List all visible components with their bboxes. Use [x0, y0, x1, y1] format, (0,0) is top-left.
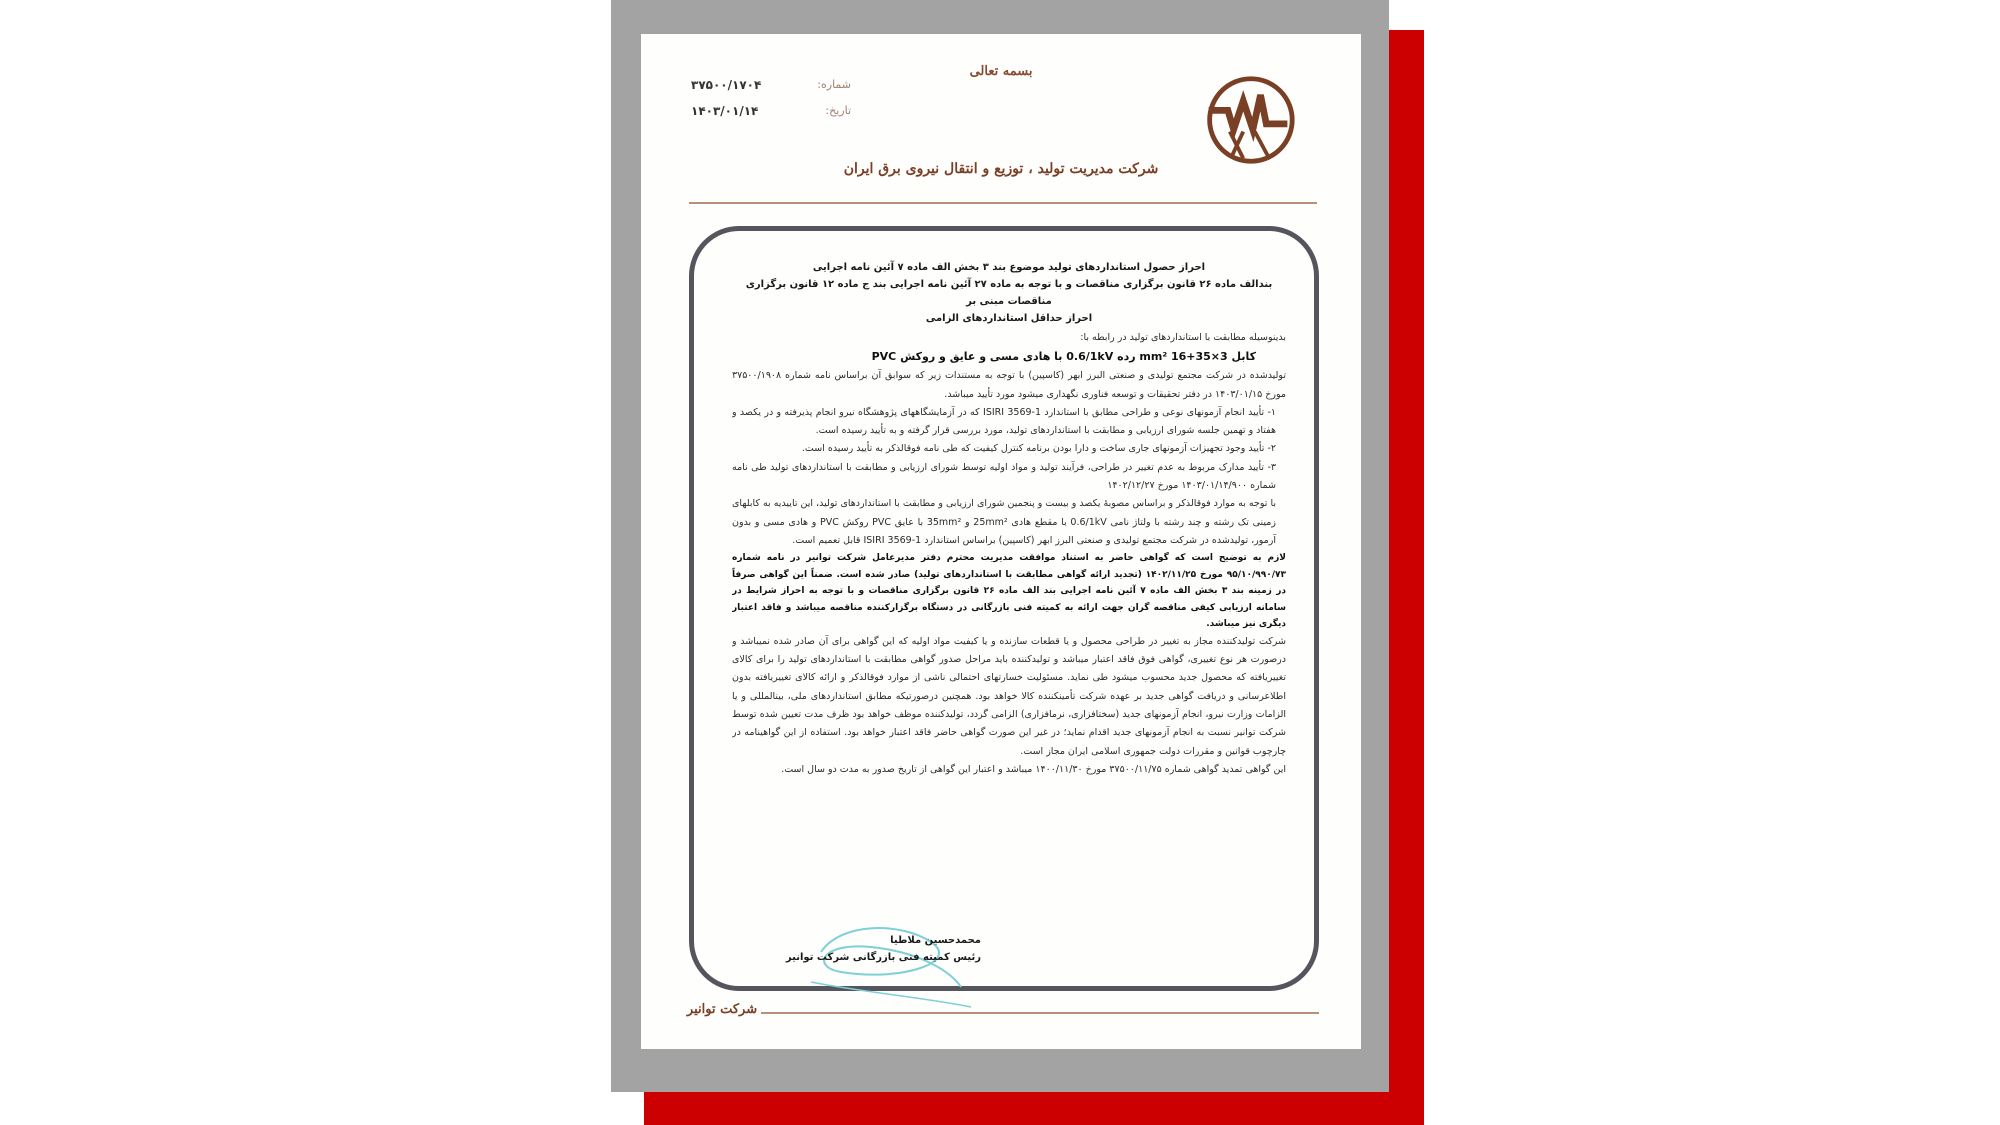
certificate-text-box — [689, 226, 1319, 991]
body-paragraph: ۳- تأیید مدارک مربوط به عدم تغییر در طراحی، فرآیند تولید و مواد اولیه توسط شورای ارزیابی و مطابقت با استانداردهای تولید طی نامه شماره ۱۴۰۳/۰۱/۱۴/۹۰۰ مورخ ۱۴۰۲/۱۲/۲۷ — [732, 461, 1276, 492]
letterhead-divider — [689, 202, 1317, 204]
company-name-letterhead: شرکت مدیریت تولید ، توزیع و انتقال نیروی برق ایران — [843, 161, 1159, 177]
heading-line: احراز حداقل استانداردهای الزامی — [925, 313, 1093, 324]
footer-company-name: شرکت توانیر — [686, 1002, 758, 1017]
signer-title: رئیس کمیته فنی بازرگانی شرکت توانیر — [785, 952, 981, 963]
body-paragraph: با توجه به موارد فوقالذکر و براساس مصوبۀ یکصد و بیست و پنجمین شورای ارزیابی و مطابقت با استانداردهای تولید، این تاییدیه به کابلهای زمینی تک رشته و چند رشته با ولتاژ نامی 0.6/1kV با مقطع هادی 25mm² و 35mm² با عایق PVC روکش PVC و هادی مسی و بدون آرمور، تولیدشده در شرکت مجتمع تولیدی و صنعتی البرز ابهر (کاسپین) براساس استاندارد ISIRI 3569-1 قابل تعمیم است. — [732, 498, 1276, 546]
letter-number-label: شماره: — [817, 78, 851, 91]
body-paragraph: تولیدشده در شرکت مجتمع تولیدی و صنعتی البرز ابهر (کاسپین) با توجه به مستندات زیر که سوابق آن براساس نامه شماره ۳۷۵۰۰/۱۹۰۸ مورخ ۱۴۰۳/۰۱/۱۵ در دفتر تحقیقات و توسعه فناوری نگهداری میشود مورد تأیید میباشد. — [732, 370, 1286, 400]
signature-block — [761, 932, 981, 966]
heading-line: بندالف ماده ۲۶ قانون برگزاری مناقصات و با توجه به ماده ۲۷ آئین نامه اجرایی بند ج ماده ۱۲ قانون برگزاری مناقصات مبنی بر — [745, 279, 1273, 307]
notice-paragraph: لازم به توضیح است که گواهی حاضر به استناد موافقت مدیریت محترم دفتر مدیرعامل شرکت توانیر در نامه شماره ۹۵/۱۰/۹۹۰/۷۳ مورخ ۱۴۰۲/۱۱/۲۵ (تجدید ارائه گواهی مطابقت با استانداردهای تولید) صادر شده است. ضمناً این گواهی صرفاً در زمینه بند ۳ بخش الف ماده ۷ آئین نامه اجرایی بند الف ماده ۲۶ قانون برگزاری مناقصات و با توجه به احراز شرایط در سامانه ارزیابی کیفی مناقصه گران جهت ارائه به کمیته فنی بازرگانی در دستگاه برگزارکننده مناقصه میباشد و فاقد اعتبار دیگری نیز میباشد. — [732, 553, 1286, 630]
tavanir-logo-icon — [1201, 72, 1297, 168]
basmala-heading: بسمه تعالی — [969, 64, 1033, 79]
letter-date-label: تاریخ: — [825, 104, 851, 117]
certificate-heading — [734, 259, 1284, 327]
letter-date-row — [691, 104, 851, 118]
letter-date-value: ۱۴۰۳/۰۱/۱۴ — [691, 104, 759, 118]
letter-document — [641, 34, 1361, 1049]
heading-line: احراز حصول استانداردهای تولید موضوع بند ۳ بخش الف ماده ۷ آئین نامه اجرایی — [812, 262, 1206, 273]
product-line: کابل mm² 16+35×3 رده 0.6/1kV با هادی مسی و عایق و روکش PVC — [871, 350, 1256, 364]
closing-paragraph: این گواهی تمدید گواهی شماره ۳۷۵۰۰/۱۱/۷۵ مورخ ۱۴۰۰/۱۱/۳۰ میباشد و اعتبار این گواهی از تاریخ صدور به مدت دو سال است. — [781, 763, 1286, 775]
letter-number-row — [691, 78, 851, 92]
intro-line: بدینوسیله مطابقت با استانداردهای تولید در رابطه با: — [1080, 332, 1286, 343]
footer-divider — [761, 1012, 1319, 1014]
closing-paragraph: شرکت تولیدکننده مجاز به تغییر در طراحی محصول و یا قطعات سازنده و یا کیفیت مواد اولیه که این گواهی برای آن صادر شده نمیباشد و درصورت هر نوع تغییری، گواهی فوق فاقد اعتبار میباشد و تولیدکننده باید مراحل صدور گواهی مطابقت با استانداردهای تولید را برای کالای تغییریافته که محصول جدید محسوب میشود طی نماید. مسئولیت خسارتهای احتمالی ناشی از موارد فوقالذکر و ارائه کالای تغییریافته بدون اطلاعرسانی و دریافت گواهی جدید بر عهده شرکت تأمینکننده کالا خواهد بود. همچنین درصورتیکه مطابق استانداردهای ملی، بینالمللی و یا الزامات وزارت نیرو، انجام آزمونهای جدید (سختافزاری، نرمافزاری) الزامی گردد، تولیدکننده موظف خواهد بود ظرف مدت تعیین شده توسط شرکت توانیر نسبت به انجام آزمونهای جدید اقدام نماید؛ در غیر این صورت گواهی حاضر فاقد اعتبار خواهد بود. استفاده از این گواهینامه در چارچوب قوانین و مقررات دولت جمهوری اسلامی ایران مجاز است. — [732, 635, 1286, 757]
body-paragraph: ۲- تأیید وجود تجهیزات آزمونهای جاری ساخت و دارا بودن برنامه کنترل کیفیت که طی نامه فوقالذکر به تأیید رسیده است. — [801, 443, 1276, 455]
letter-number-value: ۳۷۵۰۰/۱۷۰۴ — [691, 78, 762, 92]
certificate-body — [732, 329, 1286, 969]
signer-name: محمدحسین ملاطیا — [890, 935, 981, 946]
body-paragraph: ۱- تأیید انجام آزمونهای نوعی و طراحی مطابق با استاندارد ISIRI 3569-1 که در آزمایشگاههای پژوهشگاه نیرو انجام پذیرفته و در یکصد و هفتاد و تهمین جلسه شورای ارزیابی و مطابقت با استانداردهای تولید، مورد بررسی قرار گرفته و به تأیید رسیده است. — [732, 406, 1276, 437]
